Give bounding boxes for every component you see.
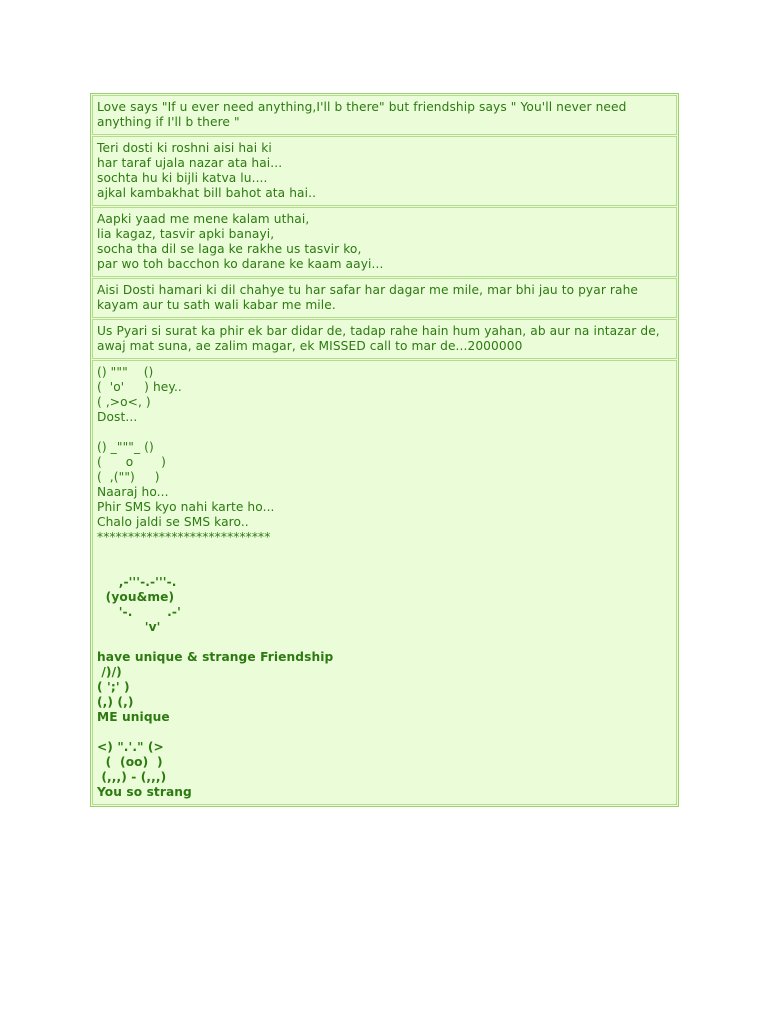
ascii-line: Naaraj ho... [97, 485, 169, 499]
sms-message-ascii-art [92, 360, 677, 805]
ascii-line: ( ,>o<, ) [97, 395, 151, 409]
ascii-line: '-. .-' [97, 605, 181, 619]
ascii-line [97, 725, 672, 740]
message-line: ajkal kambakhat bill bahot ata hai.. [97, 186, 317, 200]
ascii-line: ( 'o' ) hey.. [97, 380, 182, 394]
message-line: Teri dosti ki roshni aisi hai ki [97, 141, 272, 155]
ascii-line: (,) (,) [97, 695, 134, 709]
message-line: Aisi Dosti hamari ki dil chahye tu har safar har dagar me mile, mar bhi jau to pyar rahe kayam aur tu sath wali kabar me mile. [97, 283, 639, 312]
message-line: lia kagaz, tasvir apki banayi, [97, 227, 275, 241]
ascii-line: ME unique [97, 710, 170, 724]
ascii-line: have unique & strange Friendship [97, 650, 334, 664]
ascii-line: ( ';' ) [97, 680, 130, 694]
ascii-line: () """ () [97, 365, 154, 379]
ascii-line: 'v' [97, 620, 161, 634]
sms-message-us-pyari [92, 319, 677, 359]
sms-message-aapki-yaad [92, 207, 677, 277]
sms-message-teri-dosti [92, 136, 677, 206]
message-line: sochta hu ki bijli katva lu.... [97, 171, 268, 185]
sms-message-love-says [92, 95, 677, 135]
ascii-line [97, 425, 672, 440]
ascii-line: Chalo jaldi se SMS karo.. [97, 515, 249, 529]
sms-message-aisi-dosti [92, 278, 677, 318]
ascii-line: Phir SMS kyo nahi karte ho... [97, 500, 275, 514]
ascii-line [97, 560, 672, 575]
ascii-line: /)/) [97, 665, 122, 679]
ascii-line: ,-'''-.-'''-. [97, 575, 177, 589]
ascii-line: You so strang [97, 785, 192, 799]
message-line: socha tha dil se laga ke rakhe us tasvir ko, [97, 242, 362, 256]
ascii-line: (you&me) [97, 590, 175, 604]
message-line: Aapki yaad me mene kalam uthai, [97, 212, 310, 226]
ascii-line [97, 635, 672, 650]
ascii-line: **************************** [97, 530, 271, 544]
ascii-line: <) ".'." (> [97, 740, 164, 754]
ascii-line: ( ,("") ) [97, 470, 160, 484]
ascii-line: ( (oo) ) [97, 755, 163, 769]
ascii-line: ( o ) [97, 455, 166, 469]
message-line: Us Pyari si surat ka phir ek bar didar de, tadap rahe hain hum yahan, ab aur na intazar de, awaj mat suna, ae zalim magar, ek MISSED call to mar de...2000000 [97, 324, 660, 353]
sms-message-table [90, 93, 679, 807]
ascii-line: () _"""_ () [97, 440, 154, 454]
ascii-line: Dost... [97, 410, 138, 424]
ascii-line [97, 545, 672, 560]
ascii-line: (,,,) - (,,,) [97, 770, 167, 784]
message-line: par wo toh bacchon ko darane ke kaam aayi... [97, 257, 384, 271]
message-line: Love says "If u ever need anything,I'll b there" but friendship says " You'll never need anything if I'll b there " [97, 100, 627, 129]
message-line: har taraf ujala nazar ata hai... [97, 156, 283, 170]
